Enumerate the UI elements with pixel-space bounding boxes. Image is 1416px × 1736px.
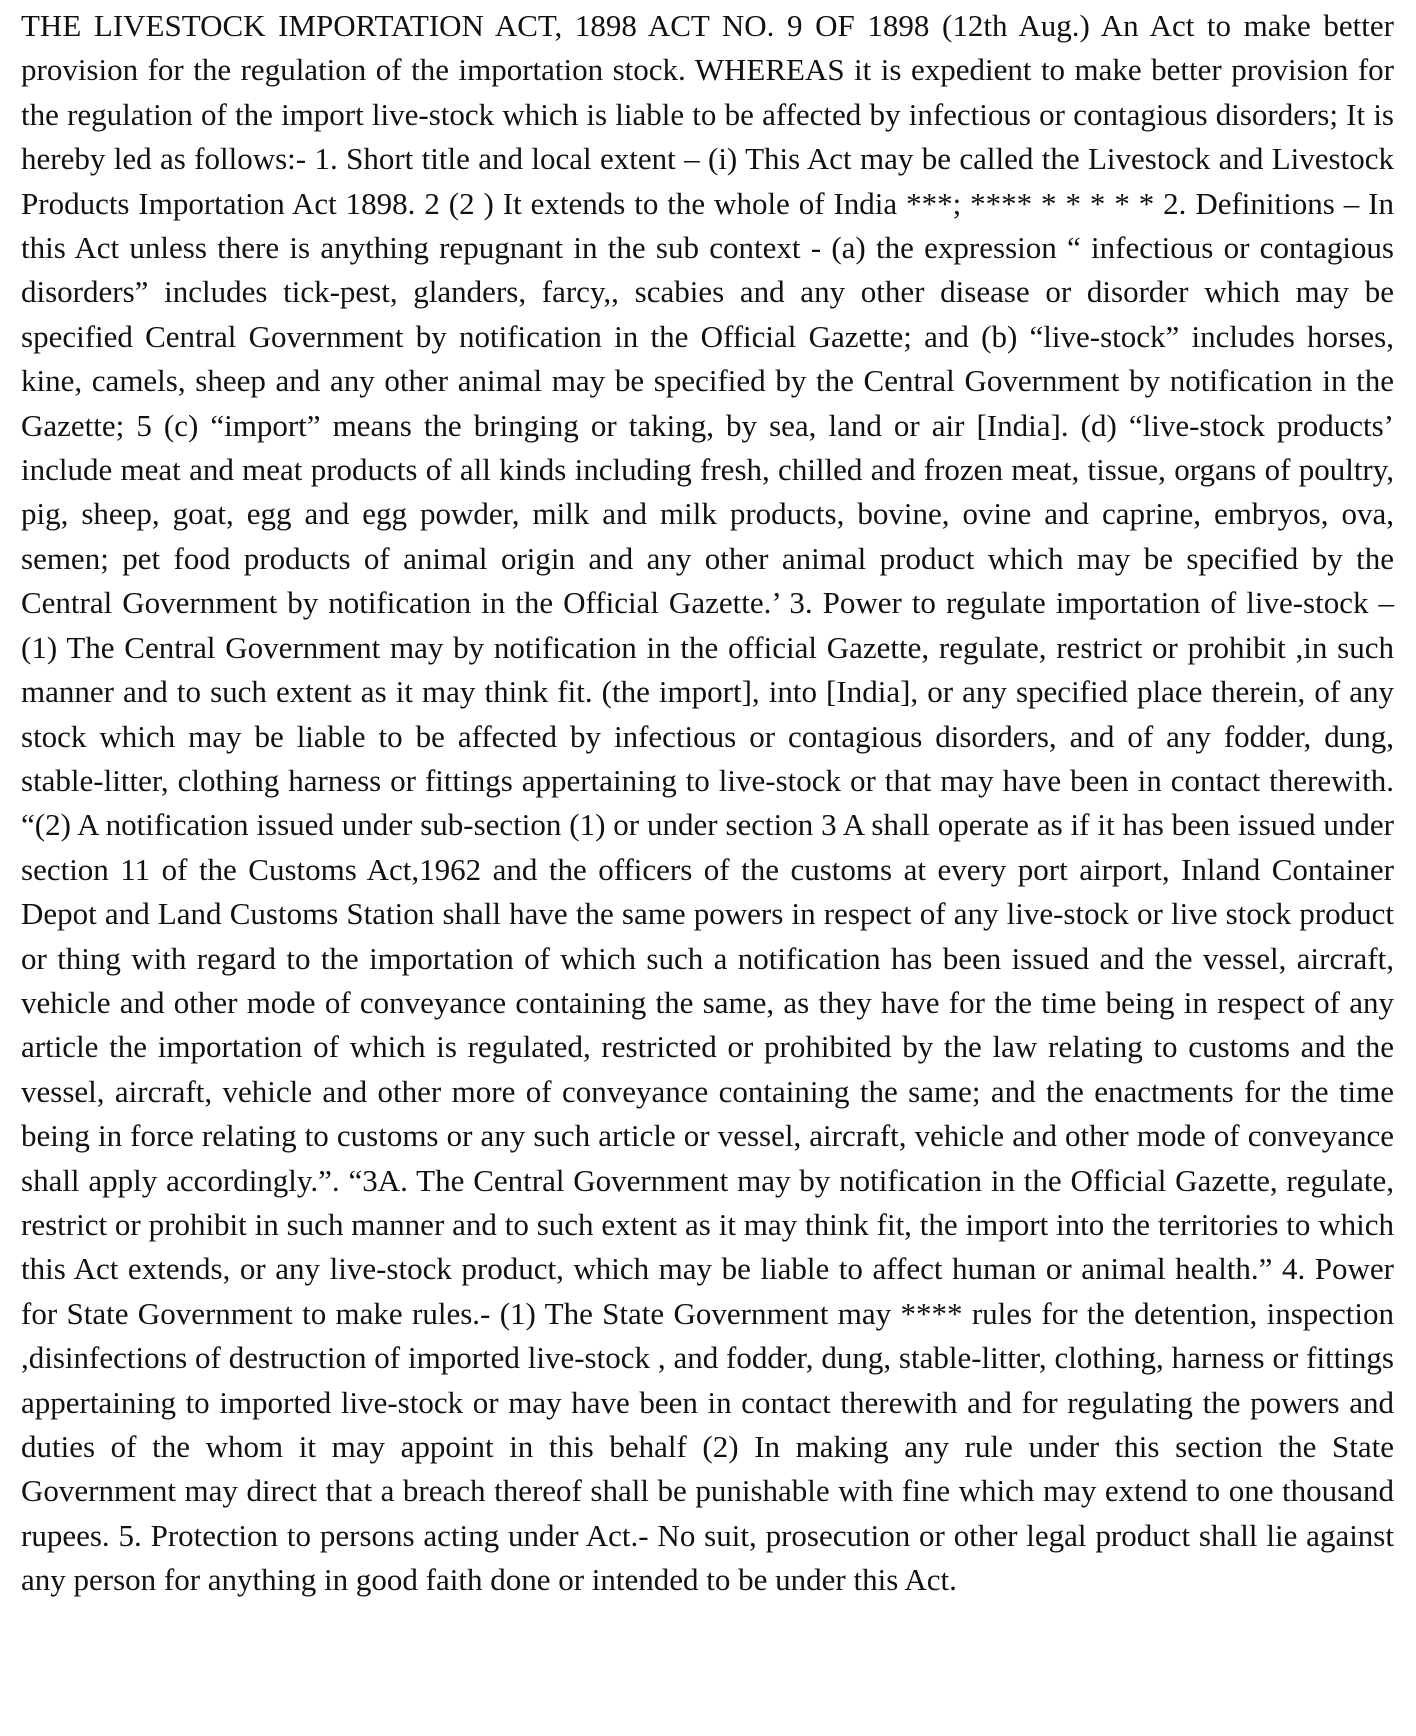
act-body-text: THE LIVESTOCK IMPORTATION ACT, 1898 ACT NO. 9 OF 1898 (12th Aug.) An Act to make better provision for the regulation of the importation stock. WHEREAS it is expedient to make better provision for the regulation of the import live-stock which is liable to be affected by infectious or contagious disorders; It is hereby led as follows:- 1. Short title and local extent – (i) This Act may be called the Livestock and Livestock Products Importation Act 1898. 2 (2 ) It extends to the whole of India ***; **** * * * * * 2. Definitions – In this Act unless there is anything repugnant in the sub context - (a) the expression “ infectious or contagious disorders” includes tick-pest, glanders, farcy,, scabies and any other disease or disorder which may be specified Central Government by notification in the Official Gazette; and (b) “live-stock” includes horses, kine, camels, sheep and any other animal may be specified by the Central Government by notification in the Gazette; 5 (c) “import” means the bringing or taking, by sea, land or air [India]. (d) “live-stock products’ include meat and meat products of all kinds including fresh, chilled and frozen meat, tissue, organs of poultry, pig, sheep, goat, egg and egg powder, milk and milk products, bovine, ovine and caprine, embryos, ova, semen; pet food products of animal origin and any other animal product which may be specified by the Central Government by notification in the Official Gazette.’ 3. Power to regulate importation of live-stock – (1) The Central Government may by notification in the official Gazette, regulate, restrict or prohibit ,in such manner and to such extent as it may think fit. (the import], into [India], or any specified place therein, of any stock which may be liable to be affected by infectious or contagious disorders, and of any fodder, dung, stable-litter, clothing harness or fittings appertaining to live-stock or that may have been in contact therewith. “(2) A notification issued under sub-section (1) or under section 3 A shall operate as if it has been issued under section 11 of the Customs Act,1962 and the officers of the customs at every port airport, Inland Container Depot and Land Customs Station shall have the same powers in respect of any live-stock or live stock product or thing with regard to the importation of which such a notification has been issued and the vessel, aircraft, vehicle and other mode of conveyance containing the same, as they have for the time being in respect of any article the importation of which is regulated, restricted or prohibited by the law relating to customs and the vessel, aircraft, vehicle and other more of conveyance containing the same; and the enactments for the time being in force relating to customs or any such article or vessel, aircraft, vehicle and other mode of conveyance shall apply accordingly.”. “3A. The Central Government may by notification in the Official Gazette, regulate, restrict or prohibit in such manner and to such extent as it may think fit, the import into the territories to which this Act extends, or any live-stock product, which may be liable to affect human or animal health.” 4. Power for State Government to make rules.- (1) The State Government may **** rules for the detention, inspection ,disinfections of destruction of imported live-stock , and fodder, dung, stable-litter, clothing, harness or fittings appertaining to imported live-stock or may have been in contact therewith and for regulating the powers and duties of the whom it may appoint in this behalf (2) In making any rule under this section the State Government may direct that a breach thereof shall be punishable with fine which may extend to one thousand rupees. 5. Protection to persons acting under Act.- No suit, prosecution or other legal product shall lie against any person for anything in good faith done or intended to be under this Act. xyxy=(21,8,1394,1598)
